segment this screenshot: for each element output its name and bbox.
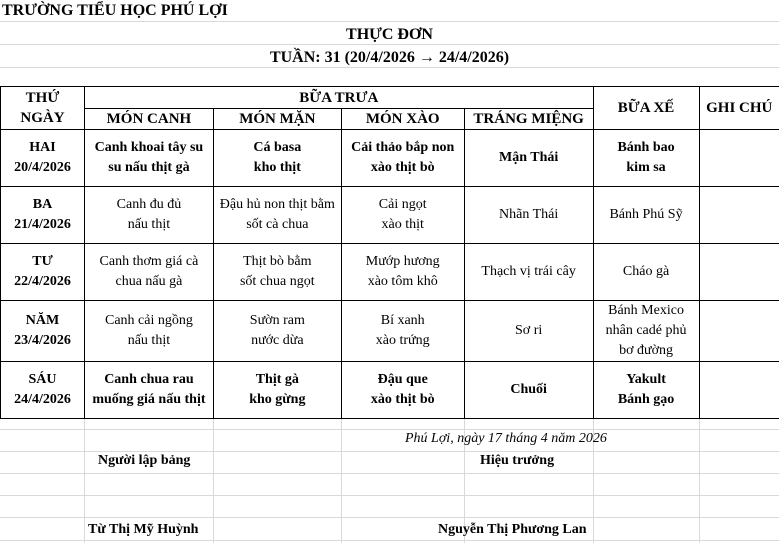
cell-day (1, 244, 85, 301)
cell-ghi-chu (699, 301, 779, 362)
dish-line: sốt cà chua (246, 217, 309, 232)
cell-trang-mieng (464, 244, 593, 301)
dish-line: Sườn ram (249, 313, 305, 328)
dish-line: Cải thảo bắp non (351, 140, 455, 155)
dish-line: Mận Thái (498, 150, 559, 165)
header-mon-canh: MÓN CANH (84, 109, 213, 130)
cell-trang-mieng (464, 301, 593, 362)
dish-line: Yakult (626, 372, 666, 387)
cell-day (1, 187, 85, 244)
principal-title: Hiệu trưởng (480, 453, 555, 468)
day-thu: BA (32, 197, 53, 212)
school-name: TRƯỜNG TIỂU HỌC PHÚ LỢI (2, 2, 228, 19)
dish-line: Canh chua rau (104, 372, 194, 387)
dish-line: chua nấu gà (115, 274, 183, 289)
day-row (1, 362, 779, 419)
cell-trang-mieng (464, 187, 593, 244)
dish-line: Bí xanh (380, 313, 425, 328)
cell-mon-canh (84, 130, 213, 187)
header-ghi-chu: GHI CHÚ (699, 87, 779, 130)
dish-line: nhân cadé phủ (605, 323, 687, 338)
cell-mon-man (213, 130, 341, 187)
dish-line: Bánh Mexico (608, 303, 684, 318)
day-row (1, 187, 779, 244)
day-ngay: 23/4/2026 (14, 333, 71, 348)
header-trang-mieng: TRÁNG MIỆNG (464, 109, 593, 130)
principal-name: Nguyễn Thị Phương Lan (438, 522, 587, 537)
day-ngay: 20/4/2026 (14, 160, 71, 175)
cell-ghi-chu (699, 187, 779, 244)
header-bua-xe: BỮA XẾ (593, 87, 699, 130)
cell-ghi-chu (699, 244, 779, 301)
cell-trang-mieng (464, 362, 593, 419)
dish-line: Nhãn Thái (499, 207, 559, 222)
dish-line: Canh thơm giá cà (99, 254, 199, 269)
header-thu: THỨ (25, 90, 60, 106)
week-range: TUẦN: 31 (20/4/2026 → 24/4/2026) (269, 49, 510, 66)
dish-line: Bánh Phú Sỹ (609, 207, 683, 222)
day-thu: TƯ (32, 254, 53, 269)
dish-line: Bánh bao (617, 140, 675, 155)
dish-line: xào trứng (375, 333, 430, 348)
day-thu: SÁU (28, 372, 57, 387)
dish-line: xào thịt bò (370, 160, 435, 175)
dish-line: xào thịt (381, 217, 424, 232)
dish-line: Sơ ri (515, 323, 543, 338)
header-thu-ngay (1, 87, 85, 130)
cell-mon-man (213, 362, 341, 419)
cell-mon-canh (84, 301, 213, 362)
day-row (1, 130, 779, 187)
dish-line: Canh khoai tây su (94, 140, 204, 155)
cell-bua-xe (593, 130, 699, 187)
cell-bua-xe (593, 362, 699, 419)
cell-mon-canh (84, 187, 213, 244)
day-thu: NĂM (25, 313, 60, 328)
cell-ghi-chu (699, 362, 779, 419)
dish-line: Thịt bò bằm (243, 254, 312, 269)
cell-mon-xao (341, 244, 464, 301)
dish-line: Đậu hủ non thịt bằm (219, 197, 335, 212)
day-rows (1, 130, 779, 419)
preparer-title: Người lập bảng (98, 453, 191, 468)
cell-mon-canh (84, 244, 213, 301)
dish-line: xào tôm khô (367, 274, 438, 289)
dish-line: xào thịt bò (370, 392, 435, 407)
dish-line: nước dừa (251, 333, 304, 348)
day-ngay: 21/4/2026 (14, 217, 71, 232)
dish-line: kim sa (626, 160, 666, 175)
cell-day (1, 130, 85, 187)
day-row (1, 301, 779, 362)
dish-line: Thạch vị trái cây (481, 264, 576, 279)
dish-line: Cháo gà (622, 264, 670, 279)
dish-line: Cá basa (253, 140, 302, 155)
day-ngay: 22/4/2026 (14, 274, 71, 289)
cell-mon-man (213, 244, 341, 301)
dish-line: Đậu que (377, 372, 428, 387)
dish-line: bơ đường (619, 343, 673, 358)
dish-line: Thịt gà (255, 372, 299, 387)
cell-mon-xao (341, 187, 464, 244)
cell-trang-mieng (464, 130, 593, 187)
dish-line: Canh đu đủ (116, 197, 182, 212)
menu-table (0, 86, 779, 419)
cell-mon-xao (341, 362, 464, 419)
dish-line: Cải ngọt (378, 197, 427, 212)
cell-ghi-chu (699, 130, 779, 187)
cell-day (1, 362, 85, 419)
dish-line: su nấu thịt gà (108, 160, 190, 175)
dish-line: kho gừng (249, 392, 306, 407)
cell-mon-man (213, 187, 341, 244)
day-ngay: 24/4/2026 (14, 392, 71, 407)
dish-line: Canh cải ngồng (104, 313, 193, 328)
cell-mon-xao (341, 130, 464, 187)
dish-line: sốt chua ngọt (239, 274, 315, 289)
dish-line: Mướp hương (365, 254, 440, 269)
header-bua-trua: BỮA TRƯA (84, 87, 593, 109)
day-row (1, 244, 779, 301)
cell-mon-xao (341, 301, 464, 362)
header-ngay: NGÀY (20, 110, 65, 126)
cell-bua-xe (593, 301, 699, 362)
cell-day (1, 301, 85, 362)
day-thu: HAI (29, 140, 56, 155)
cell-mon-man (213, 301, 341, 362)
header-mon-man: MÓN MẶN (213, 109, 341, 130)
cell-bua-xe (593, 187, 699, 244)
preparer-name: Từ Thị Mỹ Huỳnh (88, 522, 199, 537)
dish-line: Chuối (510, 382, 547, 397)
dish-line: nấu thịt (127, 333, 171, 348)
dish-line: kho thịt (253, 160, 301, 175)
header-mon-xao: MÓN XÀO (341, 109, 464, 130)
dish-line: Bánh gạo (617, 392, 675, 407)
menu-title: THỰC ĐƠN (346, 26, 433, 43)
cell-mon-canh (84, 362, 213, 419)
dish-line: nấu thịt (127, 217, 171, 232)
dish-line: muống giá nấu thịt (92, 392, 206, 407)
cell-bua-xe (593, 244, 699, 301)
date-line: Phú Lợi, ngày 17 tháng 4 năm 2026 (405, 431, 607, 446)
